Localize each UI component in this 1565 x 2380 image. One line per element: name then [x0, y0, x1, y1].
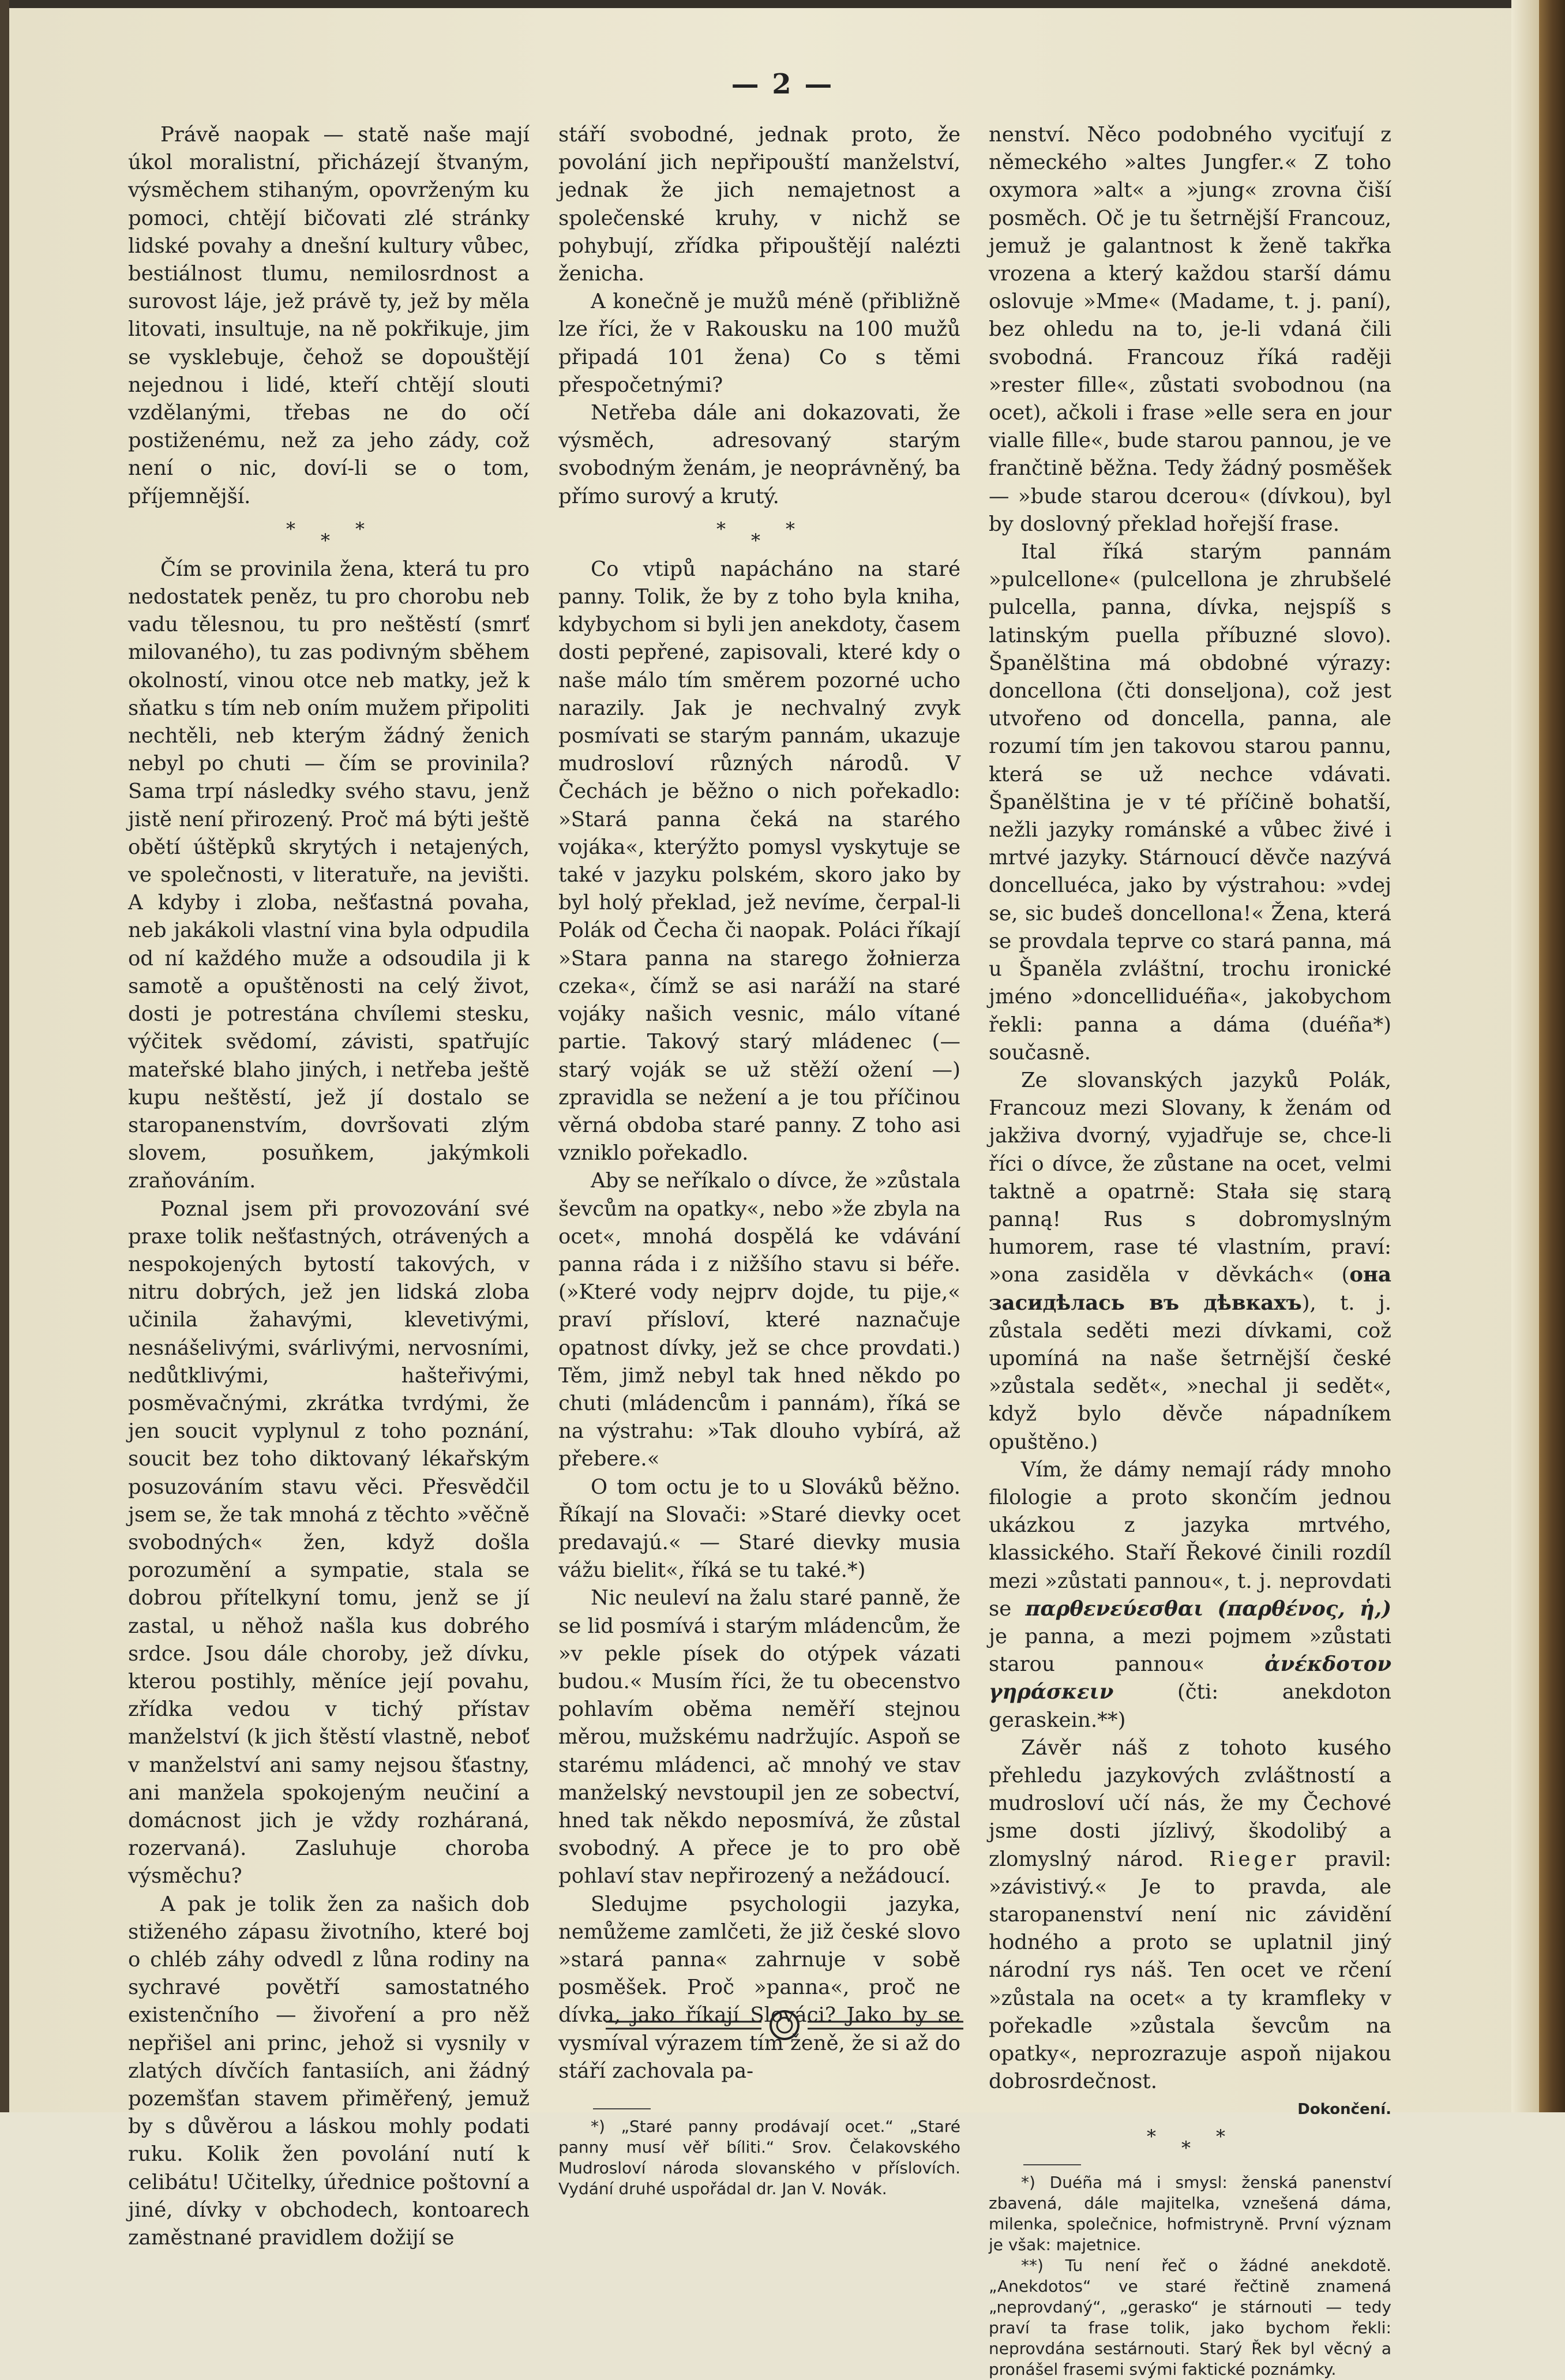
section-separator-stars: * * *	[1147, 2125, 1225, 2159]
bottom-ornament	[606, 2008, 963, 2042]
footnote: *) Duéña má i smysl: ženská panenství zbavená, dále majitelka, vznešená dáma, milenka, společnice, hofmistryně. První význam je však: majetnice.	[989, 2172, 1391, 2254]
paragraph: Čím se provinila žena, která tu pro nedostatek peněz, tu pro chorobu neb vadu tělesnou, tu pro neštěstí (smrť milovaného), tu zas podivným sběhem okolností, vinou otce neb matky, jež k sňatku s tím neb oním mužem připoliti nechtěli, neb kterým žádný ženich nebyl po chuti — čím se provinila? Sama trpí následky svého stavu, jenž jistě není přirozený. Proč má býti ještě obětí úštěpků skrytých i netajených, ve společnosti, v literatuře, na jevišti. A kdyby i zloba, nešťastná povaha, neb jakákoli vlastní vina byla odpudila od ní každého muže a odsoudila ji k samotě a opuštěnosti na celý život, dosti je potrestána chvílemi stesku, výčitek svědomí, závisti, spatřujíc mateřské blaho jiných, i netřeba ještě kupu neštěstí, jež jí dostalo se staropanenstvím, dovršovati zlým slovem, posuňkem, jakýmkoli zraňováním.	[128, 557, 530, 1193]
paragraph: A pak je tolik žen za našich dob stiženého zápasu životního, které boj o chléb záhy odvedl z lůna rodiny na sychravé povětří samostatného existenčního — živoření a pro něž nepřišel ani princ, jehož si vysnily v zlatých dívčích fantasiích, ani žádný pozemšťan stavem přiměřený, jemuž by s důvěrou a láskou mohly podati ruku. Kolik žen povolání nutí k celibátu! Učitelky, úřednice poštovní a jiné, dívky v obchodech, kontoarech zaměstnané pravidlem dožijí se	[128, 1892, 530, 2250]
book-spine-edge	[1539, 0, 1565, 2112]
scan-border-top	[0, 0, 1565, 8]
section-separator-stars: * * *	[286, 518, 365, 552]
text-run: pravil: »závistivý.« Je to pravda, ale staropanenství není nic závidění hodného a proto se uplatnil jiný národní rys náš. Ten ocet ve rčení »zůstala na ocet« a ty kramfleky v pořekadle »zůstala ševcům na opatky«, neprozrazuje aspoň nijakou dobrosrdečnost.	[989, 1847, 1391, 2094]
page-number: — 2 —	[731, 68, 834, 100]
spaced-name: Rieger	[1209, 1847, 1300, 1871]
text-run: Závěr náš z tohoto kusého přehledu jazykových zvláštností a mudrosloví učí nás, že my Čechové jsme dosti jízlivý, škodolibý a zlomyslný národ.	[989, 1736, 1391, 1871]
greek-word: παρθενεύεσθαι	[1025, 1596, 1204, 1621]
paragraph	[989, 1734, 1391, 2096]
paragraph: A konečně je mužů méně (přibližně lze říci, že v Rakousku na 100 mužů připadá 101 žena) Co s těmi přespočetnými?	[558, 290, 960, 397]
section-separator-stars: * * *	[716, 518, 795, 552]
paragraph: O tom octu je to u Slováků běžno. Říkají na Slovači: »Staré dievky ocet predavajú.« — Staré dievky musia vážu bielit«, říká se tu také.*)	[558, 1475, 960, 1583]
page-gutter-shadow	[1511, 0, 1539, 2112]
paragraph: stáří svobodné, jednak proto, že povolání jich nepřipouští manželství, jednak že jich nemajetnost a společenské kruhy, v nichž se pohybují, zřídka připouštějí nalézti ženicha.	[558, 123, 960, 286]
paragraph: Netřeba dále ani dokazovati, že výsměch, adresovaný starým svobodným ženám, je neoprávněný, ba přímo surový a krutý.	[558, 401, 960, 508]
text-run: (čti: anekdoton geraskein.**)	[989, 1680, 1391, 1732]
paragraph: Ital říká starým pannám »pulcellone« (pulcellona je zhrubšelé pulcella, panna, dívka, nejspíš s latinským puella příbuzné slovo). Španělština má obdobné výrazy: doncellona (čti donseljona), což jest utvořeno od doncella, panna, ale rozumí tím jen takovou starou pannu, která se už nechce vdávati. Španělština je v té příčině bohatší, nežli jazyky románské a vůbec živé i mrtvé jazyky. Stárnoucí děvče nazývá doncelluéca, jako by výstrahou: »vdej se, sic budeš doncellona!« Žena, která se provdala teprve co stará panna, má u Španěla zvláštní, trochu ironické jméno »doncelliduéña«, jakobychom řekli: panna a dáma (duéña*) současně.	[989, 540, 1391, 1065]
continuation-note: Dokončení.	[1297, 2101, 1391, 2119]
paragraph	[989, 1067, 1391, 1456]
column-1	[128, 121, 530, 2252]
footnote: *) „Staré panny prodávají ocet.“ „Staré panny musí věř bíliti.“ Srov. Čelakovského Mudrosloví národa slovanského v příslovích. Vydání druhé uspořádal dr. Jan V. Novák.	[558, 2117, 960, 2199]
text-run: Ze slovanských jazyků Polák, Francouz mezi Slovany, k ženám od jakživa dvorný, vyjadřuje se, chce-li říci o dívce, že zůstane na ocet, velmi taktně a opatrně: Stała się starą panną! Rus s dobromyslným humorem, rase té vlastním, praví: »ona zasiděla v děvkách« (	[989, 1068, 1391, 1287]
footnote-rule	[593, 2108, 651, 2109]
column-3	[989, 121, 1391, 2380]
paragraph: Právě naopak — statě naše mají úkol moralistní, přicházejí štvaným, výsměchem stihaným, opovrženým ku pomoci, chtějí bičovati zlé stránky lidské povahy a dnešní kultury vůbec, bestiálnost tlumu, nemilosrdnost a surovost láje, jež právě ty, jež by měla litovati, insultuje, na ně pokřikuje, jim se vysklebuje, čehož se dopouštějí nejednou i lidé, kteří chtějí slouti vzdělanými, třebas ne do očí postiženému, než za jeho zády, což není o nic, doví-li se o tom, příjemnější.	[128, 123, 530, 508]
text-run: Vím, že dámy nemají rády mnoho filologie a proto skončím jednou ukázkou z jazyka mrtvého, klassického. Staří Řekové činili rozdíl mezi »zůstati pannou«, t. j. neprovdati se	[989, 1457, 1391, 1621]
paragraph: nenství. Něco podobného vyciťují z německého »altes Jungfer.« Z toho oxymora »alt« a »jung« zrovna čiší posměch. Oč je tu šetrnější Francouz, jemuž je galantnost k ženě takřka vrozena a který každou starší dámu oslovuje »Mme« (Madame, t. j. paní), bez ohledu na to, je-li vdaná čili svobodná. Francouz říká raději »rester fille«, zůstati svobodnou (na ocet), ačkoli i frase »elle sera en jour vialle fille«, bude starou pannou, je ve frančtině běžna. Tedy žádný posměšek — »bude starou dcerou« (dívkou), byl by doslovný překlad hořejší frase.	[989, 123, 1391, 536]
footnote: **) Tu není řeč o žádné anekdotě. „Anekdotos“ ve staré řečtině znamená „neprovdaný“, „gerasko“ je stárnouti — tedy praví ta frase tolik, jako bychom řekli: neprovdána sestárnouti. Starý Řek byl věcný a pronášel frasemi svými faktické poznámky.	[989, 2255, 1391, 2379]
paragraph: Co vtipů napácháno na staré panny. Tolik, že by z toho byla kniha, kdybychom si byli jen anekdoty, časem dosti pepřené, zapisovali, které kdy o naše málo tím směrem pozorné ucho narazily. Jak je nechvalný zvyk posmívati se starým pannám, ukazuje mudrosloví různých národů. V Čechách je běžno o nich pořekadlo: »Stará panna čeká na starého vojáka«, kterýžto pomysl vyskytuje se také v jazyku polském, skoro jako by byl holý překlad, jež nevíme, čerpal-li Polák od Čecha či naopak. Poláci říkají »Stara panna na starego žołnierza czeka«, čímž se asi naráží na staré vojáky našich vesnic, málo vítané partie. Takový starý mládenec (— starý voják se už stěží ožení —) zpravidla se nežení a je tou příčinou věrná obdoba staré panny. Z toho asi vzniklo pořekadlo.	[558, 557, 960, 1165]
scan-border-left	[0, 0, 9, 2112]
greek-word: (παρθένος, ἡ,)	[1217, 1596, 1391, 1621]
paragraph: Sledujme psychologii jazyka, nemůžeme zamlčeti, že již české slovo »stará panna« zahrnuje v sobě posměšek. Proč »panna«, proč ne dívka, jako říkají Slováci? Jako by se vysmíval výrazem tím ženě, že si až do stáří zachovala pa-	[558, 1892, 960, 2083]
paragraph: Aby se neříkalo o dívce, že »zůstala ševcům na opatky«, nebo »že zbyla na ocet«, mnohá dospělá ke vdávání panna ráda i z nižšího stavu si béře. (»Které vody nejprv dojde, tu pije,« praví přísloví, které naznačuje opatnost dívky, jež se chce provdati.) Těm, jimž nebyl tak hned někdo po chuti (mládencům i pannám), říká se na výstrahu: »Tak dlouho vybírá, až přebere.«	[558, 1169, 960, 1471]
text-run: ), t. j. zůstala seděti mezi dívkami, což upomíná na naše šetrnější české »zůstala sedět«, »nechal ji sedět«, když bylo děvče nápadníkem opuštěno.)	[989, 1291, 1391, 1454]
paragraph: Nic neuleví na žalu staré panně, že se lid posmívá i starým mládencům, že »v pekle písek do otýpek vázati budou.« Musím říci, že tu obecenstvo pohlavím oběma neměří stejnou měrou, mužskému nadržujíc. Aspoň se starému mládenci, ač mnohý ve stav manželský nevstoupil jen ze sobectví, hned tak někdo neposmívá, že zůstal svobodný. A přece je to pro obě pohlaví stav nepřirozený a nežádoucí.	[558, 1586, 960, 1888]
footnote-rule	[1023, 2164, 1081, 2165]
column-2	[558, 121, 960, 2199]
paragraph	[989, 1456, 1391, 1734]
paragraph: Poznal jsem při provozování své praxe tolik nešťastných, otrávených a nespokojených bytostí takových, v nitru dobrých, jež jen lidská zloba učinila žahavými, klevetivými, nesnášelivými, svárlivými, nervosními, nedůtklivými, hašteřivými, posměvačnými, zkrátka tvrdými, že jen soucit vyplynul z toho poznání, soucit bez toho diktovaný lékařským posuzováním stavu věci. Přesvědčil jsem se, že tak mnohá z těchto »věčně svobodných« žen, když došla porozumění a sympatie, stala se dobrou přítelkyní tomu, jenž se jí zastal, u něhož našla kus dobrého srdce. Jsou dále choroby, jež dívku, kterou postihly, měníce její povahu, zřídka vedou v tichý přístav manželství (k jich štěstí vlastně, neboť v manželství ani samy nejsou šťastny, ani manžela spokojeným neučiní a domácnost jich je vždy rozháraná, rozervaná). Zasluhuje choroba výsměchu?	[128, 1197, 530, 1888]
russian-phrase: она засидѣлась въ дѣвкахъ	[989, 1263, 1391, 1315]
text-run: je panna, a mezi pojmem »zůstati starou pannou«	[989, 1624, 1391, 1677]
greek-phrase: ἀνέκδοτον γηράσκειν	[989, 1652, 1391, 1704]
